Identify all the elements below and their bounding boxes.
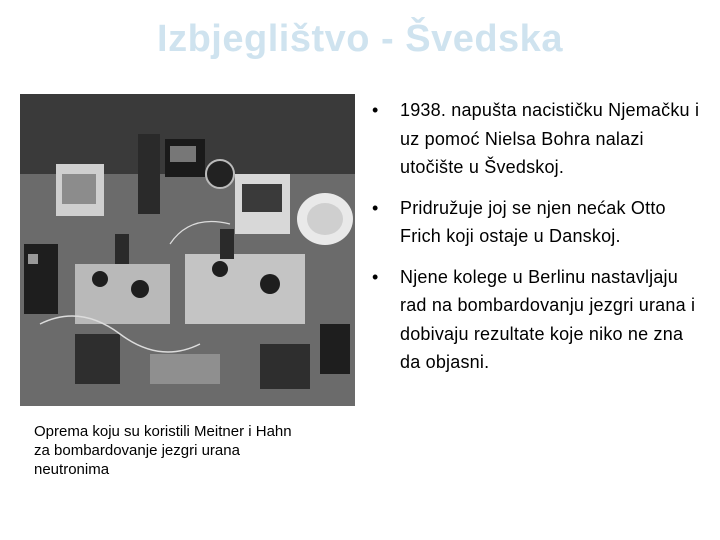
photo-caption: Oprema koju su koristili Meitner i Hahn za bombardovanje jezgri urana neutronima — [34, 423, 292, 478]
slide-title: Izbjeglištvo - Švedska — [157, 18, 563, 60]
bullet-item — [372, 96, 702, 182]
bullet-text: Njene kolege u Berlinu nastavljaju rad na bombardovanju jezgri urana i dobivaju rezultate koje niko ne zna da objasni. — [400, 266, 696, 372]
bullet-icon: • — [372, 197, 379, 218]
bullet-list — [372, 96, 702, 389]
bullet-icon: • — [372, 100, 379, 120]
bullet-text: 1938. napušta nacističku Njemačku i uz pomoć Nielsa Bohra nalazi utočište u Švedskoj. — [400, 100, 700, 177]
bullet-item — [372, 263, 702, 377]
equipment-photo — [20, 94, 355, 406]
bullet-icon: • — [372, 266, 379, 287]
bullet-text: Pridružuje joj se njen nećak Otto Frich koji ostaje u Danskoj. — [400, 197, 666, 246]
bullet-item — [372, 194, 702, 251]
